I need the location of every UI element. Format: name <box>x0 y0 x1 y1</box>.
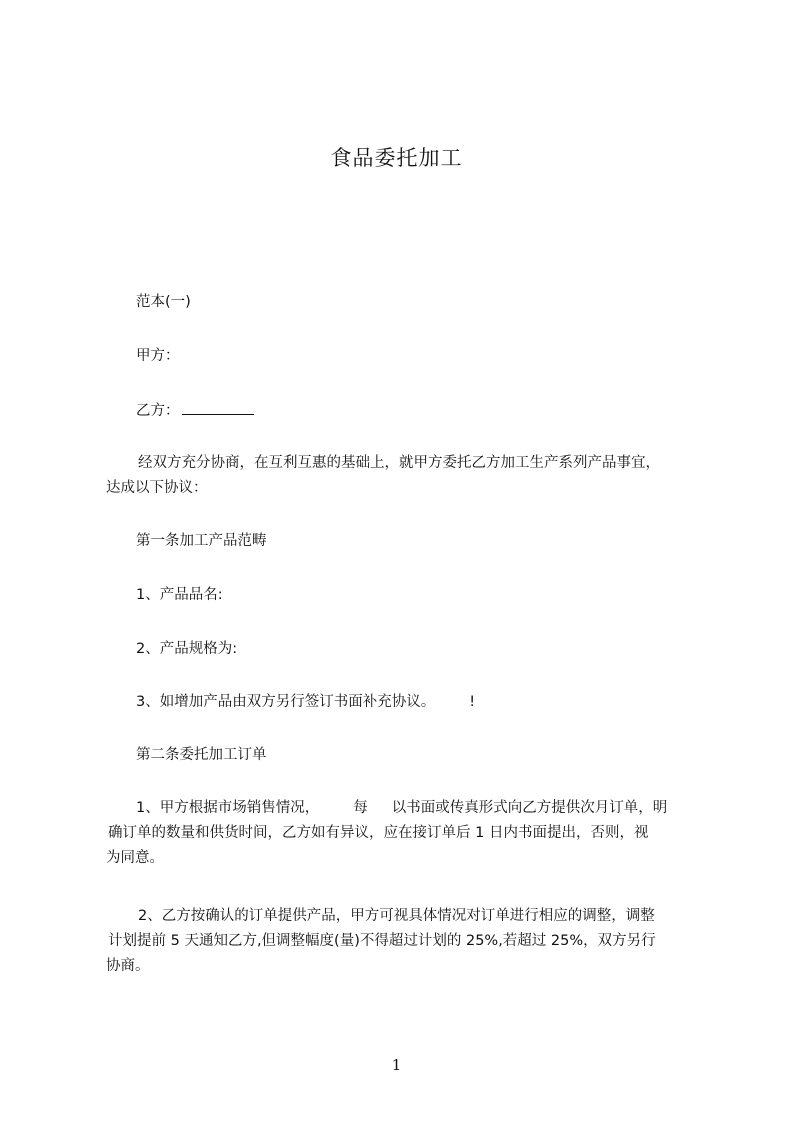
article-2-heading: 第二条委托加工订单 <box>136 747 267 763</box>
article-1-item-1: 1、产品品名: <box>136 587 223 603</box>
article-1-item-3-line <box>136 692 475 712</box>
clause-2-line-3: 协商。 <box>106 958 150 974</box>
article-2-clause-1 <box>106 796 716 871</box>
article-1-item-3: 3、如增加产品由双方另行签订书面补充协议。 <box>136 694 436 710</box>
party-a-label: 甲方： <box>136 348 180 364</box>
clause-1-part-2: 每 <box>353 800 368 816</box>
party-b-line <box>136 400 254 421</box>
clause-1-part-3: 以书面或传真形式向乙方提供次月订单，明 <box>391 800 668 816</box>
intro-line-1: 经双方充分协商，在互利互惠的基础上，就甲方委托乙方加工生产系列产品事宜， <box>138 455 660 471</box>
clause-2-line-1: 2、乙方按确认的订单提供产品，甲方可视具体情况对订单进行相应的调整，调整 <box>138 908 655 924</box>
party-b-label: 乙方： <box>136 403 180 419</box>
document-title: 食品委托加工 <box>330 146 463 170</box>
article-2-clause-2 <box>106 904 716 979</box>
page-number: 1 <box>391 1056 402 1074</box>
party-b-blank <box>182 400 254 415</box>
article-1-heading: 第一条加工产品范畴 <box>136 533 267 549</box>
clause-1-line-3: 为同意。 <box>106 850 164 866</box>
article-1-item-3-mark: ! <box>469 694 476 710</box>
article-1-item-2: 2、产品规格为: <box>136 641 238 657</box>
clause-1-line-2: 确订单的数量和供货时间，乙方如有异议，应在接订单后 1 日内书面提出，否则，视 <box>108 825 649 841</box>
clause-1-line-1 <box>106 796 716 821</box>
clause-1-part-1: 1、甲方根据市场销售情况， <box>136 800 320 816</box>
intro-paragraph <box>106 451 716 501</box>
intro-line-2: 达成以下协议： <box>106 480 208 496</box>
clause-2-line-2: 计划提前 5 天通知乙方,但调整幅度(量)不得超过计划的 25%,若超过 25%，双方另行 <box>108 933 656 949</box>
sample-label: 范本(一) <box>136 294 191 310</box>
